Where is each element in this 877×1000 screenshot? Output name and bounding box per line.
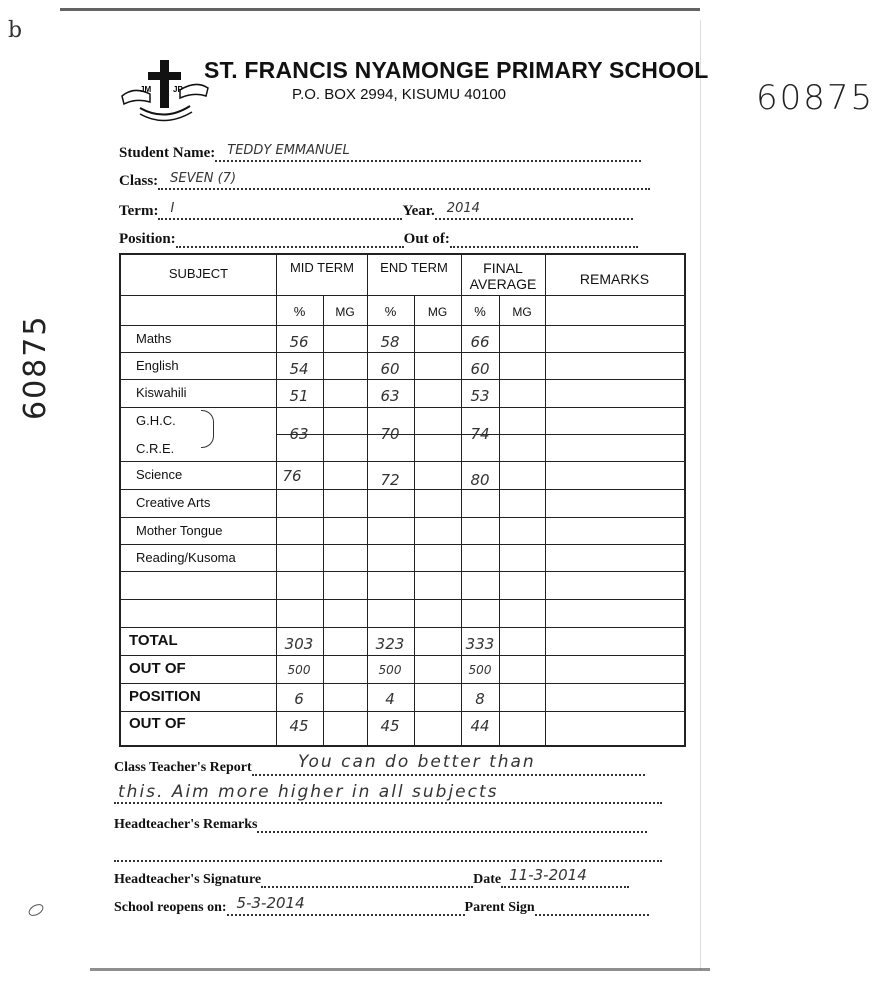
- summary-total-label: TOTAL: [129, 632, 178, 649]
- header-final-percent: %: [474, 304, 486, 319]
- header-end-mg: MG: [427, 305, 448, 319]
- subject-science: Science: [136, 467, 183, 482]
- side-number: 60875: [756, 78, 875, 118]
- brace-mark: [201, 410, 214, 448]
- subject-reading-kusoma: Reading/Kusoma: [136, 550, 236, 565]
- summary-position-mid: 6: [294, 690, 304, 708]
- mark-english-end: 60: [380, 360, 400, 378]
- date-value: 11-3-2014: [509, 866, 587, 884]
- school-address: P.O. BOX 2994, KISUMU 40100: [292, 86, 507, 103]
- subject-mother-tongue: Mother Tongue: [136, 523, 223, 538]
- page-edge-bottom: [90, 968, 710, 971]
- summary-outof2-mid: 45: [289, 717, 309, 735]
- out-of-line: [450, 232, 638, 248]
- mark-maths-mid: 56: [289, 333, 309, 351]
- logo-text-right: JP: [173, 85, 183, 94]
- header-mid-percent: %: [293, 304, 306, 319]
- date-line: [501, 866, 629, 888]
- summary-outof2-final: 44: [470, 717, 490, 735]
- class-teacher-report-text-2: this. Aim more higher in all subjects: [118, 782, 499, 802]
- summary-total-final: 333: [465, 635, 495, 653]
- year-value: 2014: [446, 201, 480, 216]
- position-label: Position:: [119, 231, 176, 247]
- summary-out-of-label: OUT OF: [129, 660, 186, 677]
- out-of-label: Out of:: [403, 231, 450, 247]
- student-name-label: Student Name:: [119, 145, 216, 161]
- grade-table: [119, 253, 686, 747]
- mark-science-mid: 76: [282, 467, 302, 485]
- side-number-vertical: 60875: [18, 314, 53, 420]
- date-label: Date: [473, 872, 502, 887]
- corner-mark: b: [8, 18, 23, 43]
- school-logo: [120, 58, 210, 128]
- term-year-row: [119, 203, 633, 220]
- header-mid-term: MID TERM: [289, 260, 355, 275]
- subject-cre: C.R.E.: [136, 441, 175, 456]
- header-subject: SUBJECT: [168, 266, 229, 281]
- class-row: [119, 173, 650, 190]
- class-teacher-report-text-1: You can do better than: [298, 752, 536, 772]
- mark-english-final: 60: [470, 360, 490, 378]
- subject-ghc: G.H.C.: [136, 413, 176, 428]
- header-final-average: FINAL AVERAGE: [469, 260, 537, 292]
- student-name-line: [215, 143, 641, 162]
- headteacher-remarks-label: Headteacher's Remarks: [114, 817, 258, 832]
- page-edge-right: [700, 20, 701, 970]
- summary-position-label: POSITION: [129, 688, 201, 705]
- school-reopens-row: [114, 894, 649, 916]
- summary-outof2-end: 45: [380, 717, 400, 735]
- header-end-term: END TERM: [380, 260, 448, 275]
- class-teacher-report-label: Class Teacher's Report: [114, 760, 252, 775]
- subject-english: English: [136, 358, 179, 373]
- parent-sign-line: [535, 900, 649, 916]
- summary-outof-final: 500: [468, 663, 492, 677]
- student-name-value: TEDDY EMMANUEL: [227, 143, 350, 158]
- header-mid-mg: MG: [335, 305, 355, 319]
- school-name: ST. FRANCIS NYAMONGE PRIMARY SCHOOL: [204, 57, 709, 83]
- year-line: [435, 201, 633, 220]
- school-reopens-line: [227, 894, 465, 916]
- subject-kiswahili: Kiswahili: [136, 385, 187, 400]
- mark-kiswahili-final: 53: [470, 387, 490, 405]
- term-line: [158, 201, 402, 220]
- class-value: SEVEN (7): [170, 171, 237, 186]
- class-label: Class:: [119, 173, 159, 189]
- headteacher-signature-line: [261, 872, 473, 888]
- summary-out-of-2-label: OUT OF: [129, 715, 186, 732]
- position-line: [176, 232, 404, 248]
- mark-science-final: 80: [470, 471, 490, 489]
- school-reopens-label: School reopens on:: [114, 900, 227, 915]
- headteacher-signature-label: Headteacher's Signature: [114, 872, 262, 887]
- headteacher-signature-row: [114, 866, 629, 888]
- mark-maths-end: 58: [380, 333, 400, 351]
- mark-kiswahili-mid: 51: [289, 387, 309, 405]
- class-line: [158, 171, 650, 190]
- mark-english-mid: 54: [289, 360, 309, 378]
- summary-total-mid: 303: [284, 635, 314, 653]
- summary-outof-mid: 500: [287, 663, 311, 677]
- header-final-mg: MG: [512, 305, 532, 319]
- parent-sign-label: Parent Sign: [464, 900, 535, 915]
- summary-outof-end: 500: [378, 663, 402, 677]
- stray-mark: [27, 902, 46, 919]
- summary-position-final: 8: [475, 690, 485, 708]
- term-label: Term:: [119, 203, 159, 219]
- subject-creative-arts: Creative Arts: [136, 495, 211, 510]
- mark-science-end: 72: [380, 471, 400, 489]
- student-name-row: [119, 145, 641, 162]
- logo-text-left: JM: [140, 85, 152, 94]
- header-remarks: REMARKS: [579, 271, 650, 287]
- headteacher-remarks-row: [114, 817, 647, 833]
- position-row: [119, 231, 638, 248]
- headteacher-remarks-line: [257, 817, 647, 833]
- term-value: I: [170, 201, 175, 216]
- mark-ghc-cre-mid: 63: [289, 425, 309, 443]
- mark-kiswahili-end: 63: [380, 387, 400, 405]
- headteacher-remarks-line-2: [114, 846, 662, 862]
- year-label: Year.: [402, 203, 435, 219]
- header-end-percent: %: [384, 304, 397, 319]
- school-reopens-value: 5-3-2014: [236, 894, 305, 912]
- summary-total-end: 323: [375, 635, 405, 653]
- page-edge-top: [60, 8, 700, 11]
- summary-position-end: 4: [385, 690, 395, 708]
- mark-ghc-cre-final: 74: [470, 425, 490, 443]
- subject-maths: Maths: [136, 331, 172, 346]
- mark-ghc-cre-end: 70: [380, 425, 400, 443]
- mark-maths-final: 66: [470, 333, 490, 351]
